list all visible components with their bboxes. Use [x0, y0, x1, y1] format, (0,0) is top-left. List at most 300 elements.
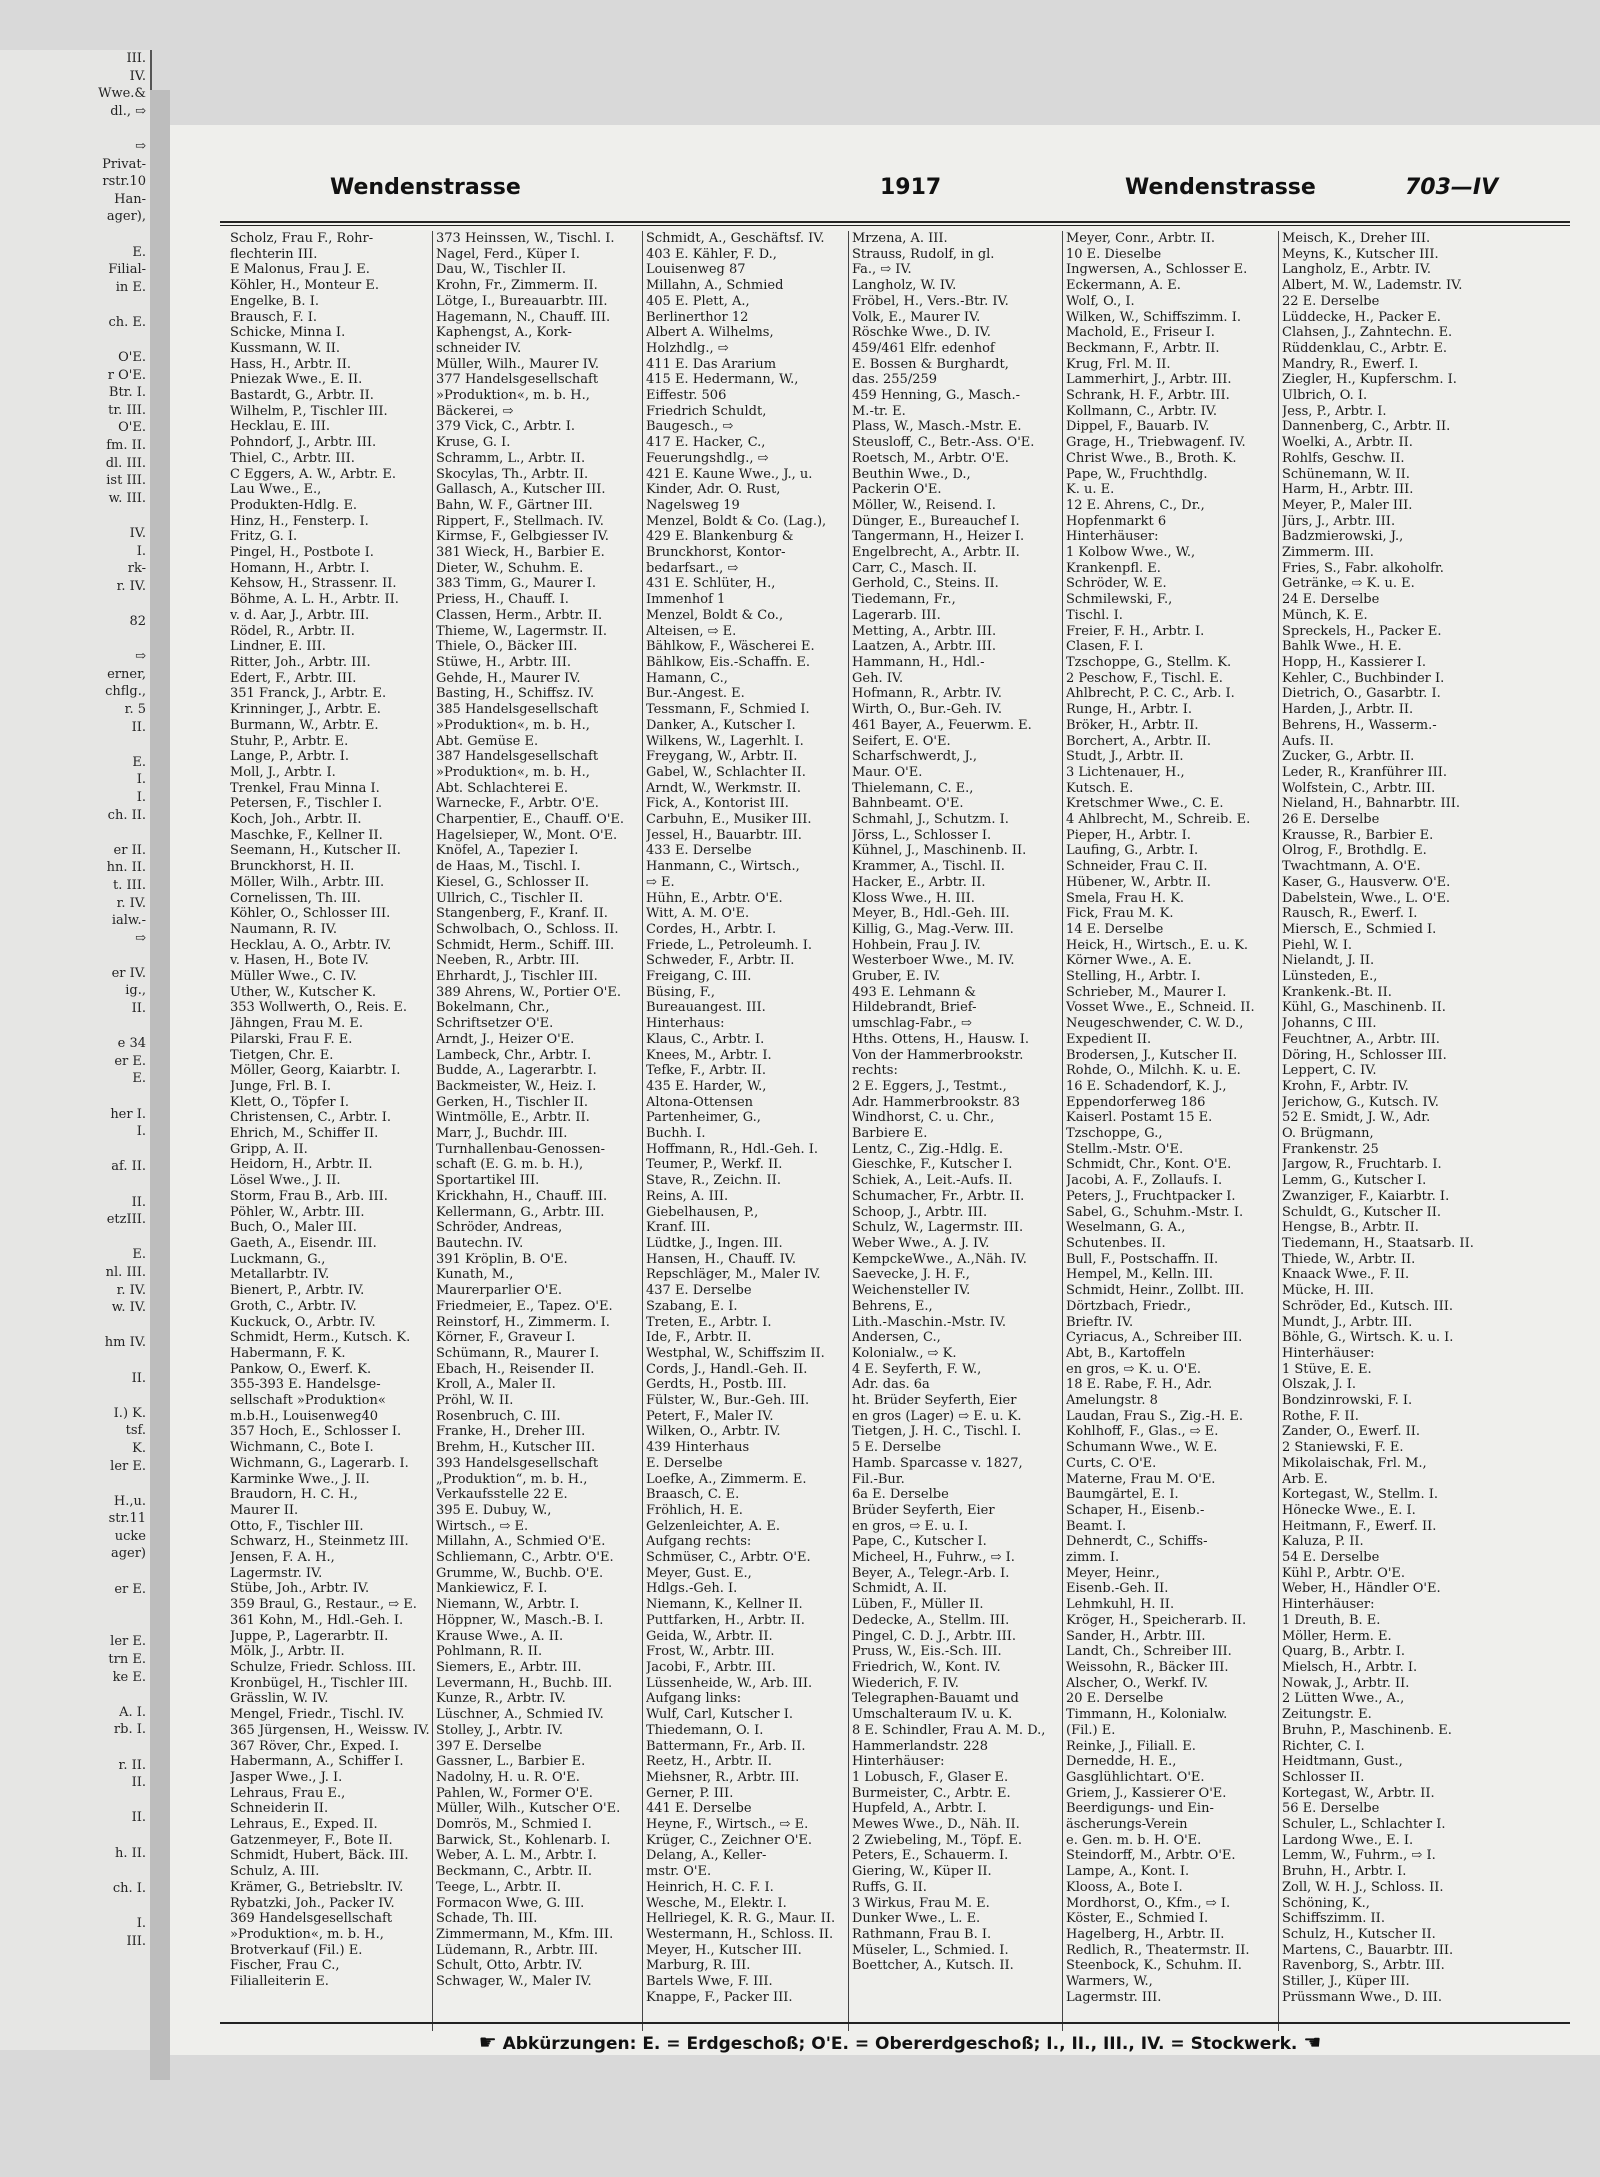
directory-entry: Reinke, J., Filiall. E.: [1066, 1738, 1196, 1754]
directory-entry: Jensen, F. A. H.,: [230, 1550, 335, 1566]
margin-fragment: [0, 1897, 150, 1915]
margin-fragment: her I.: [110, 1106, 146, 1122]
directory-entry: Burmeister, C., Arbtr. E.: [852, 1785, 1011, 1801]
directory-entry: Weichensteller IV.: [852, 1283, 971, 1299]
margin-fragment: [0, 1475, 150, 1493]
directory-entry: Marr, J., Buchdr. III.: [436, 1126, 568, 1142]
header-rule-thin: [220, 225, 1570, 226]
directory-entry: 14 E. Derselbe: [1066, 921, 1164, 937]
directory-entry: Hönecke Wwe., E. I.: [1282, 1502, 1416, 1518]
header-year: 1917: [880, 175, 942, 200]
directory-entry: Lemm, G., Kutscher I.: [1282, 1173, 1427, 1189]
directory-entry: Zeitungstr. E.: [1282, 1707, 1372, 1723]
margin-fragment: [0, 1088, 150, 1106]
directory-entry: Lüdemann, R., Arbtr. III.: [436, 1942, 599, 1958]
directory-entry: Hagelsieper, W., Mont. O'E.: [436, 827, 618, 843]
directory-entry: Kröger, H., Speicherarb. II.: [1066, 1612, 1247, 1628]
margin-fragment: [0, 1792, 150, 1810]
directory-entry: Rödel, R., Arbtr. II.: [230, 623, 355, 639]
directory-entry: Aufgang links:: [646, 1691, 742, 1707]
directory-entry: Hagemann, N., Chauff. III.: [436, 309, 611, 325]
directory-entry: Heinrich, H. C. F. I.: [646, 1879, 774, 1895]
directory-entry: Dernedde, H. E.,: [1066, 1754, 1177, 1770]
directory-entry: Puttfarken, H., Arbtr. II.: [646, 1612, 805, 1628]
margin-fragment: rk-: [127, 561, 146, 577]
directory-entry: Behrens, H., Wasserm.-: [1282, 717, 1437, 733]
directory-entry: Jerichow, G., Kutsch. IV.: [1282, 1094, 1439, 1110]
directory-entry: Reetz, H., Arbtr. II.: [646, 1754, 772, 1770]
margin-fragment: [0, 1862, 150, 1880]
directory-entry: Bastardt, G., Arbtr. II.: [230, 388, 374, 404]
directory-entry: Weber Wwe., A. J. IV.: [852, 1236, 990, 1251]
directory-entry: Juppe, P., Lagerarbtr. II.: [230, 1628, 389, 1644]
margin-fragment: r O'E.: [107, 367, 146, 383]
directory-entry: Beckmann, C., Arbtr. II.: [436, 1864, 592, 1880]
directory-entry: Schumann Wwe., W. E.: [1066, 1440, 1218, 1456]
directory-entry: 355-393 E. Handelsge-: [230, 1377, 381, 1393]
directory-entry: Schiffszimm. II.: [1282, 1911, 1385, 1927]
margin-fragment: I.) K.: [113, 1405, 146, 1421]
margin-fragment: ist III.: [106, 473, 146, 489]
directory-entry: m.b.H., Louisenweg40: [230, 1408, 379, 1424]
directory-entry: Weber, A. L. M., Arbtr. I.: [436, 1848, 597, 1864]
directory-entry: Neugeschwender, C. W. D.,: [1066, 1016, 1244, 1032]
margin-fragment: [0, 507, 150, 525]
directory-entry: Gatzenmeyer, F., Bote II.: [230, 1832, 393, 1848]
directory-entry: Tzschoppe, G., Stellm. K.: [1066, 654, 1232, 670]
margin-fragment: tsf.: [125, 1423, 146, 1439]
directory-entry: Eisenb.-Geh. II.: [1066, 1581, 1169, 1597]
directory-entry: Pingel, H., Postbote I.: [230, 545, 374, 561]
directory-entry: Pilarski, Frau F. E.: [230, 1031, 353, 1047]
directory-entry: Koch, Joh., Arbtr. II.: [230, 812, 362, 828]
directory-entry: Packerin O'E.: [852, 482, 942, 498]
directory-entry: 2 Peschow, F., Tischl. E.: [1066, 670, 1223, 686]
margin-fragment: [0, 1686, 150, 1704]
directory-entry: Gerhold, C., Steins. II.: [852, 576, 999, 592]
directory-entry: 54 E. Derselbe: [1282, 1550, 1380, 1566]
directory-entry: Dunker Wwe., L. E.: [852, 1911, 981, 1927]
directory-entry: Tietgen, J. H. C., Tischl. I.: [852, 1424, 1022, 1440]
directory-entry: Storm, Frau B., Arb. III.: [230, 1188, 388, 1204]
directory-entry: Kussmann, W. II.: [230, 340, 340, 356]
directory-entry: Alscher, O., Werkf. IV.: [1066, 1675, 1208, 1691]
directory-entry: Bureauangest. III.: [646, 1000, 766, 1016]
directory-entry: Backmeister, W., Heiz. I.: [436, 1078, 597, 1094]
directory-entry: Kolonialw., ⇨ K.: [852, 1345, 957, 1361]
directory-entry: 2 Staniewski, F. E.: [1282, 1440, 1404, 1456]
directory-entry: Niemann, K., Kellner II.: [646, 1597, 803, 1613]
directory-entry: Battermann, Fr., Arb. II.: [646, 1738, 806, 1754]
directory-entry: Klooss, A., Bote I.: [1066, 1879, 1183, 1895]
margin-fragment: ⇨: [135, 649, 146, 665]
directory-entry: Giering, W., Küper II.: [852, 1864, 992, 1880]
directory-entry: Ritter, Joh., Arbtr. III.: [230, 654, 371, 670]
directory-entry: 397 E. Derselbe: [436, 1738, 542, 1754]
directory-entry: Schmahl, J., Schutzm. I.: [852, 812, 1009, 828]
directory-entry: Homann, H., Arbtr. I.: [230, 560, 370, 576]
margin-fragment: e 34: [117, 1036, 146, 1052]
directory-entry: Harm, H., Arbtr. III.: [1282, 482, 1414, 498]
margin-fragment: Btr. I.: [108, 385, 146, 401]
directory-entry: Levermann, H., Buchb. III.: [436, 1675, 613, 1691]
directory-entry: Steenbock, K., Schuhm. II.: [1066, 1958, 1242, 1974]
directory-entry: Büsing, F.,: [646, 984, 715, 1000]
directory-entry: 10 E. Dieselbe: [1066, 246, 1162, 262]
directory-entry: Amelungstr. 8: [1066, 1393, 1158, 1409]
directory-entry: 1 Lobusch, F., Glaser E.: [852, 1769, 1009, 1785]
directory-entry: Thieme, W., Lagermstr. II.: [436, 623, 607, 639]
directory-entry: Bruhn, P., Maschinenb. E.: [1282, 1722, 1452, 1738]
directory-entry: Studt, J., Arbtr. II.: [1066, 749, 1184, 765]
directory-entry: de Haas, M., Tischl. I.: [436, 859, 581, 875]
directory-entry: Beamt. I.: [1066, 1518, 1127, 1534]
margin-fragment: rstr.10: [102, 174, 146, 190]
directory-entry: 1 Stüve, E. E.: [1282, 1361, 1372, 1377]
directory-entry: Gerdts, H., Postb. III.: [646, 1377, 787, 1393]
directory-entry: Lambeck, Chr., Arbtr. I.: [436, 1047, 592, 1063]
directory-entry: Borchert, A., Arbtr. II.: [1066, 733, 1212, 749]
directory-entry: Millahn, A., Schmied: [646, 278, 784, 294]
directory-entry: Wirtsch., ⇨ E.: [436, 1518, 529, 1534]
column-3: [646, 231, 846, 2031]
directory-entry: Beuthin Wwe., D.,: [852, 466, 971, 482]
directory-entry: Pöhler, W., Arbtr. III.: [230, 1204, 365, 1220]
directory-entry: 493 E. Lehmann &: [852, 984, 976, 1000]
margin-fragment: fm. II.: [106, 438, 146, 454]
directory-entry: Aufs. II.: [1282, 733, 1334, 749]
directory-entry: 8 E. Schindler, Frau A. M. D.,: [852, 1722, 1046, 1738]
directory-entry: Röschke Wwe., D. IV.: [852, 325, 991, 341]
directory-entry: äscherungs-Verein: [1066, 1817, 1188, 1833]
directory-entry: Hinterhäuser:: [1066, 529, 1159, 545]
directory-entry: Köhler, H., Monteur E.: [230, 278, 379, 294]
directory-entry: Schramm, L., Arbtr. II.: [436, 450, 586, 466]
directory-entry: Müller, Wilh., Kutscher O'E.: [436, 1801, 621, 1817]
margin-fragment: [0, 595, 150, 613]
margin-fragment: r. 5: [124, 701, 146, 717]
directory-entry: Wirth, O., Bur.-Geh. IV.: [852, 702, 1002, 718]
directory-entry: Olszak, J. I.: [1282, 1377, 1356, 1393]
margin-fragment: E.: [132, 244, 146, 260]
directory-entry: Kühl P., Arbtr. O'E.: [1282, 1565, 1406, 1581]
directory-entry: 369 Handelsgesellschaft: [230, 1911, 393, 1927]
directory-entry: Ingwersen, A., Schlosser E.: [1066, 262, 1248, 278]
directory-entry: Körner Wwe., A. E.: [1066, 953, 1192, 969]
margin-fragment: [0, 1563, 150, 1581]
margin-fragment: 82: [129, 614, 146, 629]
directory-entry: Hinz, H., Fensterp. I.: [230, 513, 369, 529]
directory-entry: Schmidt, Hubert, Bäck. III.: [230, 1848, 409, 1864]
directory-entry: 379 Vick, C., Arbtr. I.: [436, 419, 576, 435]
directory-entry: Schuler, L., Schlachter I.: [1282, 1817, 1446, 1833]
directory-entry: Szabang, E. I.: [646, 1298, 738, 1314]
directory-entry: Schulz, W., Lagermstr. III.: [852, 1220, 1024, 1236]
directory-entry: Aufgang rechts:: [646, 1534, 752, 1550]
directory-entry: Höppner, W., Masch.-B. I.: [436, 1612, 604, 1628]
margin-fragment: ⇨: [135, 138, 146, 154]
directory-entry: Kaser, G., Hausverw. O'E.: [1282, 874, 1451, 890]
margin-fragment: [0, 1176, 150, 1194]
directory-entry: Landt, Ch., Schreiber III.: [1066, 1644, 1232, 1660]
directory-entry: Eckermann, A. E.: [1066, 278, 1181, 294]
directory-entry: Braasch, C. E.: [646, 1487, 740, 1503]
directory-entry: ht. Brüder Seyferth, Eier: [852, 1393, 1017, 1409]
directory-entry: 56 E. Derselbe: [1282, 1801, 1380, 1817]
directory-entry: Tefke, F., Arbtr. II.: [646, 1063, 766, 1079]
directory-entry: Schoop, J., Arbtr. III.: [852, 1204, 988, 1220]
directory-entry: Ehrich, M., Schiffer II.: [230, 1126, 379, 1142]
directory-entry: Petersen, F., Tischler I.: [230, 796, 383, 812]
directory-entry: Naumann, R. IV.: [230, 921, 338, 937]
margin-fragment: ch. E.: [108, 314, 146, 330]
directory-entry: Gallasch, A., Kutscher III.: [436, 482, 606, 498]
directory-entry: Beyer, A., Telegr.-Arb. I.: [852, 1565, 1010, 1581]
directory-entry: Scharfschwerdt, J.,: [852, 749, 977, 765]
directory-entry: Jasper Wwe., J. I.: [230, 1769, 343, 1785]
directory-entry: Maschke, F., Kellner II.: [230, 827, 383, 843]
directory-entry: Kortegast, W., Stellm. I.: [1282, 1487, 1439, 1503]
margin-fragment: IV.: [129, 526, 146, 542]
directory-entry: Siemers, E., Arbtr. III.: [436, 1659, 582, 1675]
directory-entry: Witt, A. M. O'E.: [646, 906, 750, 922]
directory-entry: Kunath, M.,: [436, 1267, 514, 1283]
directory-entry: Gieschke, F., Kutscher I.: [852, 1157, 1013, 1173]
directory-entry: Frankenstr. 25: [1282, 1141, 1379, 1157]
directory-entry: Schrank, H. F., Arbtr. III.: [1066, 388, 1230, 404]
margin-fragment: [0, 1229, 150, 1247]
directory-entry: Holzhdlg., ⇨: [646, 340, 729, 356]
directory-entry: Dieter, W., Schuhm. E.: [436, 560, 584, 576]
directory-entry: Lüdtke, J., Ingen. III.: [646, 1236, 783, 1251]
directory-entry: Wichmann, G., Lagerarb. I.: [230, 1455, 409, 1471]
directory-entry: Lampe, A., Kont. I.: [1066, 1864, 1190, 1880]
directory-entry: Freigang, C. III.: [646, 969, 752, 985]
directory-entry: Wilken, O., Arbtr. IV.: [646, 1424, 781, 1440]
directory-entry: Niemann, W., Arbtr. I.: [436, 1597, 580, 1613]
directory-entry: Cornelissen, Th. III.: [230, 890, 361, 906]
margin-fragment: ler E.: [110, 1634, 146, 1650]
directory-entry: Zucker, G., Arbtr. II.: [1282, 749, 1415, 765]
directory-entry: Abt, B., Kartoffeln: [1066, 1345, 1186, 1361]
directory-entry: Olrog, F., Brothdlg. E.: [1282, 843, 1427, 859]
directory-entry: Dau, W., Tischler II.: [436, 262, 567, 278]
directory-entry: 22 E. Derselbe: [1282, 293, 1380, 309]
directory-entry: Langholz, W. IV.: [852, 278, 957, 294]
directory-entry: v. Hasen, H., Bote IV.: [230, 953, 369, 969]
margin-fragment: ke E.: [112, 1669, 146, 1685]
directory-entry: Döring, H., Schlosser III.: [1282, 1047, 1447, 1063]
directory-entry: Pröhl, W. II.: [436, 1393, 514, 1409]
directory-entry: Metallarbtr. IV.: [230, 1267, 330, 1283]
directory-entry: 2 E. Eggers, J., Testmt.,: [852, 1078, 1007, 1094]
directory-entry: Hellriegel, K. R. G., Maur. II.: [646, 1911, 836, 1927]
margin-fragment: r. II.: [118, 1757, 146, 1773]
margin-fragment: chflg.,: [105, 684, 146, 700]
directory-entry: Schulze, Friedr. Schloss. III.: [230, 1659, 417, 1675]
directory-entry: Wolf, O., I.: [1066, 293, 1135, 309]
directory-entry: Kühnel, J., Maschinenb. II.: [852, 843, 1027, 859]
directory-entry: Skocylas, Th., Arbtr. II.: [436, 466, 589, 482]
directory-entry: Altona-Ottensen: [646, 1094, 754, 1110]
directory-entry: 389 Ahrens, W., Portier O'E.: [436, 984, 621, 1000]
margin-fragment: af. II.: [111, 1159, 146, 1175]
directory-entry: Wulf, Carl, Kutscher I.: [646, 1707, 793, 1723]
directory-entry: Lösel Wwe., J. II.: [230, 1173, 341, 1189]
directory-entry: Thielemann, C. E.,: [852, 780, 974, 796]
directory-entry: Laatzen, A., Arbtr. III.: [852, 639, 997, 655]
directory-entry: Laudan, Frau S., Zig.-H. E.: [1066, 1408, 1244, 1424]
directory-entry: Stellm.-Mstr. O'E.: [1066, 1141, 1184, 1157]
directory-entry: Schmilewski, F.,: [1066, 592, 1173, 608]
directory-entry: Bählkow, Eis.-Schaffn. E.: [646, 654, 811, 670]
directory-entry: Otto, F., Tischler III.: [230, 1518, 364, 1534]
directory-entry: Abt. Schlachterei E.: [436, 780, 569, 796]
margin-fragment: [0, 1141, 150, 1159]
directory-entry: Expedient II.: [1066, 1031, 1152, 1047]
directory-entry: Braudorn, H. C. H.,: [230, 1487, 358, 1503]
directory-entry: Barwick, St., Kohlenarb. I.: [436, 1832, 611, 1848]
directory-entry: Friedmeier, E., Tapez. O'E.: [436, 1298, 613, 1314]
directory-entry: Krausse, R., Barbier E.: [1282, 827, 1434, 843]
header-right-title: Wendenstrasse: [1125, 175, 1316, 200]
directory-entry: Mandry, R., Ewerf. I.: [1282, 356, 1419, 372]
directory-entry: Maurerparlier O'E.: [436, 1283, 563, 1299]
margin-fragment: Han-: [114, 191, 146, 207]
directory-entry: Menzel, Boldt & Co.,: [646, 607, 784, 623]
directory-entry: Gerken, H., Tischler II.: [436, 1094, 588, 1110]
directory-entry: Telegraphen-Bauamt und: [852, 1691, 1019, 1707]
directory-entry: Hopp, H., Kassierer I.: [1282, 654, 1426, 670]
directory-entry: Möller, Georg, Kaiarbtr. I.: [230, 1063, 401, 1079]
directory-entry: Klaus, C., Arbtr. I.: [646, 1031, 765, 1047]
column-divider: [848, 231, 849, 2031]
directory-entry: Kuckuck, O., Arbtr. IV.: [230, 1314, 376, 1330]
margin-fragment: [0, 1598, 150, 1616]
directory-entry: Leppert, C. IV.: [1282, 1063, 1377, 1079]
directory-entry: Dedecke, A., Stellm. III.: [852, 1612, 1010, 1628]
directory-entry: Zoll, W. H. J., Schloss. II.: [1282, 1879, 1444, 1895]
margin-fragment: I.: [136, 543, 146, 559]
directory-entry: 411 E. Das Ararium: [646, 356, 777, 372]
directory-entry: Thiedemann, O. I.: [646, 1722, 764, 1738]
directory-entry: Brieftr. IV.: [1066, 1314, 1134, 1330]
column-6: [1282, 231, 1487, 2031]
margin-fragment: IV.: [129, 68, 146, 84]
directory-entry: Kortegast, W., Arbtr. II.: [1282, 1785, 1435, 1801]
directory-entry: Repschläger, M., Maler IV.: [646, 1267, 821, 1283]
directory-entry: Kellermann, G., Arbtr. III.: [436, 1204, 605, 1220]
directory-entry: 4 Ahlbrecht, M., Schreib. E.: [1066, 812, 1251, 828]
directory-entry: Immenhof 1: [646, 592, 726, 608]
directory-entry: Woelki, A., Arbtr. II.: [1282, 435, 1413, 451]
directory-entry: Schulz, H., Kutscher II.: [1282, 1926, 1436, 1942]
directory-entry: E. Derselbe: [646, 1455, 723, 1471]
directory-entry: Kloss Wwe., H. III.: [852, 890, 975, 906]
directory-entry: flechterin III.: [230, 246, 318, 262]
directory-entry: schaft (E. G. m. b. H.),: [436, 1157, 584, 1173]
directory-entry: Beckmann, F., Arbtr. II.: [1066, 340, 1220, 356]
directory-entry: 439 Hinterhaus: [646, 1440, 750, 1456]
margin-fragment: I.: [136, 1124, 146, 1140]
directory-entry: Bruhn, H., Arbtr. I.: [1282, 1864, 1407, 1880]
directory-entry: Fil.-Bur.: [852, 1471, 905, 1487]
margin-fragment: I.: [136, 1915, 146, 1931]
directory-entry: Budde, A., Lagerarbtr. I.: [436, 1063, 597, 1079]
directory-entry: umschlag-Fabr., ⇨: [852, 1016, 972, 1032]
directory-entry: Formacon Wwe, G. III.: [436, 1895, 585, 1911]
directory-entry: Buchh. I.: [646, 1126, 706, 1142]
margin-fragment: [0, 1018, 150, 1036]
directory-entry: Schumacher, Fr., Arbtr. II.: [852, 1188, 1025, 1204]
directory-entry: Hecklau, A. O., Arbtr. IV.: [230, 937, 392, 953]
directory-entry: 381 Wieck, H., Barbier E.: [436, 545, 605, 561]
directory-entry: Brehm, H., Kutscher III.: [436, 1440, 596, 1456]
margin-fragment: E.: [132, 1071, 146, 1087]
page-number: 703—IV: [1405, 175, 1499, 200]
directory-entry: Kohlhoff, F., Glas., ⇨ E.: [1066, 1424, 1219, 1440]
directory-entry: Hinterhäuser:: [1282, 1345, 1375, 1361]
directory-entry: 435 E. Harder, W.,: [646, 1078, 767, 1094]
directory-entry: Schmidt, Herm., Schiff. III.: [436, 937, 615, 953]
directory-entry: Albert, M. W., Lademstr. IV.: [1282, 278, 1463, 294]
directory-entry: 417 E. Hacker, C.,: [646, 435, 766, 451]
directory-entry: Teege, L., Arbtr. II.: [436, 1879, 561, 1895]
directory-entry: Brunckhorst, H. II.: [230, 859, 355, 875]
directory-entry: Albert A. Wilhelms,: [646, 325, 774, 341]
directory-entry: Kunze, R., Arbtr. IV.: [436, 1691, 566, 1707]
directory-entry: Meisch, K., Dreher III.: [1282, 231, 1431, 246]
directory-entry: Arndt, J., Heizer O'E.: [436, 1031, 575, 1047]
directory-entry: Ravenborg, S., Arbtr. III.: [1282, 1958, 1445, 1974]
directory-entry: Baugesch., ⇨: [646, 419, 734, 435]
directory-entry: 359 Braul, G., Restaur., ⇨ E.: [230, 1597, 417, 1613]
directory-entry: Grässlin, W. IV.: [230, 1691, 329, 1707]
directory-entry: Bienert, P., Arbtr. IV.: [230, 1283, 365, 1299]
header-left-title: Wendenstrasse: [330, 175, 521, 200]
directory-entry: Hacker, E., Arbtr. II.: [852, 874, 986, 890]
margin-fragment: dl., ⇨: [110, 103, 146, 119]
margin-fragment: h. II.: [114, 1845, 146, 1861]
directory-entry: das. 255/259: [852, 372, 938, 388]
directory-entry: Charpentier, E., Chauff. O'E.: [436, 812, 625, 828]
directory-entry: Lüben, F., Müller II.: [852, 1597, 984, 1613]
directory-entry: Beerdigungs- und Ein-: [1066, 1801, 1214, 1817]
directory-entry: Geida, W., Arbtr. II.: [646, 1628, 773, 1644]
directory-entry: Bäckerei, ⇨: [436, 403, 514, 419]
margin-fragment: II.: [131, 1810, 146, 1826]
directory-entry: Petert, F., Maler IV.: [646, 1408, 774, 1424]
directory-entry: Gabel, W., Schlachter II.: [646, 764, 806, 780]
directory-entry: Schrieber, M., Maurer I.: [1066, 984, 1227, 1000]
directory-entry: Westerboer Wwe., M. IV.: [852, 953, 1015, 969]
directory-entry: Böhle, G., Wirtsch. K. u. I.: [1282, 1330, 1454, 1346]
directory-entry: Rüddenklau, C., Arbtr. E.: [1282, 340, 1447, 356]
margin-fragment: II.: [131, 719, 146, 735]
directory-entry: Domrös, M., Schmied I.: [436, 1817, 592, 1833]
directory-entry: Müseler, L., Schmied. I.: [852, 1942, 1009, 1958]
directory-entry: Meyns, K., Kutscher III.: [1282, 246, 1439, 262]
directory-entry: Hühn, E., Arbtr. O'E.: [646, 890, 783, 906]
directory-entry: Weissohn, R., Bäcker III.: [1066, 1659, 1229, 1675]
directory-entry: Groth, C., Arbtr. IV.: [230, 1298, 357, 1314]
directory-entry: Lardong Wwe., E. I.: [1282, 1832, 1414, 1848]
directory-entry: schneider IV.: [436, 340, 522, 356]
directory-entry: Miehsner, R., Arbtr. III.: [646, 1769, 800, 1785]
directory-entry: Bull, F., Postschaffn. II.: [1066, 1251, 1219, 1267]
directory-entry: Schade, Th. III.: [436, 1911, 538, 1927]
directory-entry: Volk, E., Maurer IV.: [852, 309, 981, 325]
